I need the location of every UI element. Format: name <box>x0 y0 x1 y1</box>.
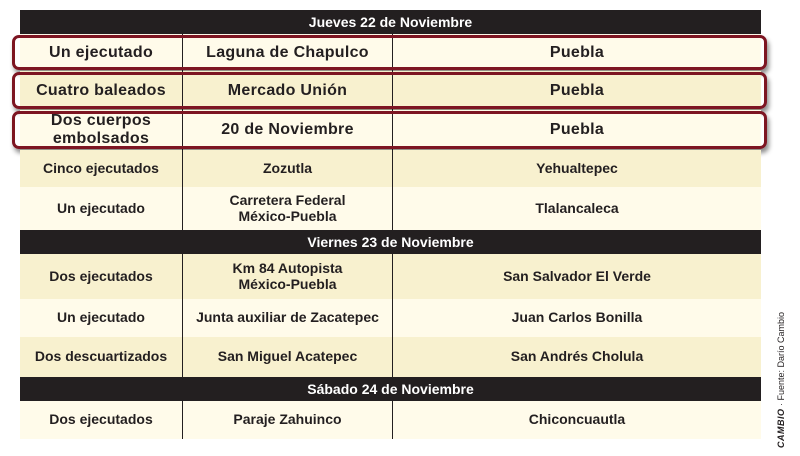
municipality-cell: San Andrés Cholula <box>510 348 644 365</box>
place-cell: Mercado Unión <box>183 71 393 110</box>
municipality-cell: Puebla <box>549 121 605 139</box>
event-cell: Un ejecutado <box>20 187 183 230</box>
credit-separator: · <box>776 400 786 406</box>
municipality-cell: Puebla <box>549 81 605 99</box>
event-cell: Dos cuerpos embolsados <box>20 110 183 150</box>
place-cell: 20 de Noviembre <box>183 110 393 150</box>
table-row <box>20 150 761 187</box>
event-cell: Un ejecutado <box>20 34 183 71</box>
table-row <box>20 110 761 150</box>
table-row <box>20 401 761 439</box>
place-cell: Paraje Zahuinco <box>183 401 393 439</box>
place-cell: Laguna de Chapulco <box>183 34 393 71</box>
place-cell: Km 84 Autopista México-Puebla <box>183 254 393 299</box>
credit-text: Fuente: Darío Cambio <box>776 311 786 401</box>
place-cell: Junta auxiliar de Zacatepec <box>183 299 393 337</box>
table-row <box>20 34 761 71</box>
source-credit <box>776 312 786 448</box>
place-cell: Zozutla <box>183 150 393 187</box>
table-row <box>20 187 761 230</box>
municipality-cell: San Salvador El Verde <box>503 267 651 284</box>
table-row <box>20 299 761 337</box>
event-cell: Cuatro baleados <box>20 71 183 110</box>
event-cell: Dos ejecutados <box>20 401 183 439</box>
day-header: Viernes 23 de Noviembre <box>20 230 761 254</box>
municipality-cell: Puebla <box>549 43 605 61</box>
day-header: Jueves 22 de Noviembre <box>20 10 761 34</box>
event-cell: Un ejecutado <box>20 299 183 337</box>
municipality-cell: Tlalancaleca <box>535 199 619 216</box>
municipality-cell: Juan Carlos Bonilla <box>511 309 643 326</box>
table-row <box>20 337 761 377</box>
day-header: Sábado 24 de Noviembre <box>20 377 761 401</box>
municipality-cell: Yehualtepec <box>536 159 618 176</box>
incident-table <box>20 10 761 439</box>
event-cell: Dos ejecutados <box>20 254 183 299</box>
place-cell: Carretera Federal México-Puebla <box>183 187 393 230</box>
table-row <box>20 71 761 110</box>
municipality-cell: Chiconcuautla <box>528 411 626 428</box>
place-cell: San Miguel Acatepec <box>183 337 393 377</box>
event-cell: Dos descuartizados <box>20 337 183 377</box>
table-row <box>20 254 761 299</box>
event-cell: Cinco ejecutados <box>20 150 183 187</box>
cambio-logo: CAMBIO <box>776 408 786 448</box>
